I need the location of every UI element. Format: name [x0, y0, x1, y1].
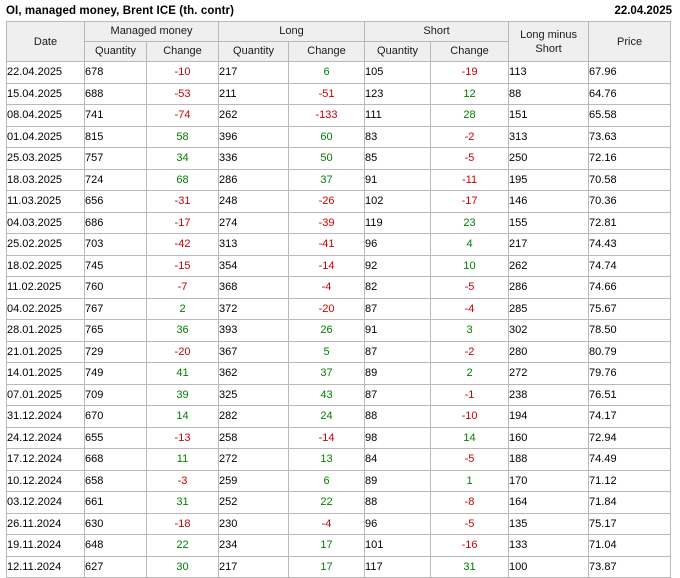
cell-long-quantity: 368 — [219, 277, 289, 299]
cell-long-change: 50 — [289, 148, 365, 170]
cell-long-minus-short: 285 — [509, 298, 589, 320]
cell-mm-quantity: 630 — [85, 513, 147, 535]
column-group-short: Short — [365, 22, 509, 42]
cell-short-change: -5 — [431, 277, 509, 299]
cell-mm-quantity: 741 — [85, 105, 147, 127]
cell-long-minus-short: 146 — [509, 191, 589, 213]
table-row — [7, 320, 671, 342]
cell-short-quantity: 92 — [365, 255, 431, 277]
cell-mm-quantity: 656 — [85, 191, 147, 213]
cell-short-quantity: 91 — [365, 320, 431, 342]
table-row — [7, 277, 671, 299]
cell-mm-quantity: 757 — [85, 148, 147, 170]
cell-mm-change: -10 — [147, 62, 219, 84]
cell-long-change: 26 — [289, 320, 365, 342]
cell-long-change: 37 — [289, 363, 365, 385]
cell-date: 03.12.2024 — [7, 492, 85, 514]
cell-short-change: -5 — [431, 449, 509, 471]
cell-date: 24.12.2024 — [7, 427, 85, 449]
cell-mm-quantity: 688 — [85, 83, 147, 105]
cell-mm-quantity: 760 — [85, 277, 147, 299]
report-date: 22.04.2025 — [614, 5, 672, 17]
cell-long-minus-short: 133 — [509, 535, 589, 557]
cell-long-change: 37 — [289, 169, 365, 191]
table-row — [7, 234, 671, 256]
table-row — [7, 212, 671, 234]
cell-short-quantity: 83 — [365, 126, 431, 148]
cell-date: 01.04.2025 — [7, 126, 85, 148]
cell-price: 72.16 — [589, 148, 671, 170]
cell-long-quantity: 282 — [219, 406, 289, 428]
cell-short-change: -4 — [431, 298, 509, 320]
cell-mm-change: -31 — [147, 191, 219, 213]
table-row — [7, 341, 671, 363]
cell-mm-quantity: 765 — [85, 320, 147, 342]
cell-short-change: 1 — [431, 470, 509, 492]
cell-short-quantity: 101 — [365, 535, 431, 557]
table-row — [7, 406, 671, 428]
cell-short-quantity: 89 — [365, 470, 431, 492]
table-row — [7, 148, 671, 170]
cell-mm-change: 11 — [147, 449, 219, 471]
cell-short-change: 4 — [431, 234, 509, 256]
page-header — [0, 0, 680, 21]
cell-short-quantity: 96 — [365, 234, 431, 256]
cell-long-change: -41 — [289, 234, 365, 256]
cell-long-quantity: 286 — [219, 169, 289, 191]
cell-long-change: 17 — [289, 556, 365, 578]
cell-short-quantity: 91 — [365, 169, 431, 191]
cell-long-minus-short: 217 — [509, 234, 589, 256]
table-row — [7, 126, 671, 148]
cell-long-minus-short: 194 — [509, 406, 589, 428]
cell-mm-change: -53 — [147, 83, 219, 105]
cell-date: 31.12.2024 — [7, 406, 85, 428]
cell-date: 12.11.2024 — [7, 556, 85, 578]
cell-price: 76.51 — [589, 384, 671, 406]
cell-long-change: -20 — [289, 298, 365, 320]
table-row — [7, 492, 671, 514]
cell-long-quantity: 354 — [219, 255, 289, 277]
cell-mm-change: 58 — [147, 126, 219, 148]
cell-long-minus-short: 113 — [509, 62, 589, 84]
cell-mm-change: 30 — [147, 556, 219, 578]
cell-short-quantity: 87 — [365, 384, 431, 406]
cell-long-minus-short: 238 — [509, 384, 589, 406]
cell-long-change: 24 — [289, 406, 365, 428]
cell-long-minus-short: 250 — [509, 148, 589, 170]
cell-mm-quantity: 655 — [85, 427, 147, 449]
table-body — [7, 62, 671, 578]
cell-short-quantity: 87 — [365, 341, 431, 363]
cell-price: 78.50 — [589, 320, 671, 342]
cell-long-change: -4 — [289, 513, 365, 535]
cell-long-quantity: 274 — [219, 212, 289, 234]
cell-long-quantity: 396 — [219, 126, 289, 148]
cell-long-quantity: 230 — [219, 513, 289, 535]
cell-long-change: -14 — [289, 255, 365, 277]
cell-long-quantity: 262 — [219, 105, 289, 127]
cell-short-quantity: 87 — [365, 298, 431, 320]
cell-long-change: 13 — [289, 449, 365, 471]
cell-short-change: -8 — [431, 492, 509, 514]
cell-mm-change: 39 — [147, 384, 219, 406]
cell-short-change: 10 — [431, 255, 509, 277]
table-row — [7, 191, 671, 213]
cell-long-quantity: 248 — [219, 191, 289, 213]
table-row — [7, 535, 671, 557]
cell-mm-quantity: 709 — [85, 384, 147, 406]
cell-short-change: -16 — [431, 535, 509, 557]
cell-long-minus-short: 151 — [509, 105, 589, 127]
cell-date: 25.02.2025 — [7, 234, 85, 256]
cell-long-minus-short: 302 — [509, 320, 589, 342]
cell-price: 74.17 — [589, 406, 671, 428]
cell-mm-change: 68 — [147, 169, 219, 191]
cell-long-quantity: 252 — [219, 492, 289, 514]
cell-short-quantity: 85 — [365, 148, 431, 170]
cell-long-change: 60 — [289, 126, 365, 148]
cell-long-change: -133 — [289, 105, 365, 127]
cell-price: 75.67 — [589, 298, 671, 320]
cell-price: 71.84 — [589, 492, 671, 514]
cell-long-change: -4 — [289, 277, 365, 299]
column-header-date: Date — [7, 22, 85, 62]
table-row — [7, 83, 671, 105]
cell-long-change: 6 — [289, 470, 365, 492]
column-group-long: Long — [219, 22, 365, 42]
table-row — [7, 384, 671, 406]
cell-mm-change: 2 — [147, 298, 219, 320]
cell-price: 64.76 — [589, 83, 671, 105]
cell-mm-quantity: 661 — [85, 492, 147, 514]
header-row-groups — [7, 22, 671, 42]
managed-money-table — [6, 21, 671, 578]
cell-mm-quantity: 815 — [85, 126, 147, 148]
column-header-price: Price — [589, 22, 671, 62]
cell-mm-change: -7 — [147, 277, 219, 299]
cell-long-quantity: 362 — [219, 363, 289, 385]
cell-long-quantity: 211 — [219, 83, 289, 105]
cell-short-quantity: 88 — [365, 492, 431, 514]
cell-mm-change: -15 — [147, 255, 219, 277]
cell-long-minus-short: 100 — [509, 556, 589, 578]
cell-mm-quantity: 627 — [85, 556, 147, 578]
cell-price: 74.66 — [589, 277, 671, 299]
cell-long-minus-short: 88 — [509, 83, 589, 105]
cell-mm-quantity: 749 — [85, 363, 147, 385]
column-header-mm-change: Change — [147, 42, 219, 62]
cell-date: 11.02.2025 — [7, 277, 85, 299]
cell-date: 21.01.2025 — [7, 341, 85, 363]
cell-date: 04.03.2025 — [7, 212, 85, 234]
table-row — [7, 449, 671, 471]
cell-price: 71.12 — [589, 470, 671, 492]
cell-short-quantity: 89 — [365, 363, 431, 385]
cell-long-quantity: 258 — [219, 427, 289, 449]
cell-long-quantity: 217 — [219, 62, 289, 84]
cell-price: 74.43 — [589, 234, 671, 256]
cell-long-change: 5 — [289, 341, 365, 363]
cell-short-change: -17 — [431, 191, 509, 213]
cell-mm-quantity: 724 — [85, 169, 147, 191]
cell-long-change: 43 — [289, 384, 365, 406]
cell-short-change: -5 — [431, 513, 509, 535]
column-header-short-quantity: Quantity — [365, 42, 431, 62]
column-header-long-minus-short: Long minus Short — [509, 22, 589, 62]
cell-long-change: -14 — [289, 427, 365, 449]
cell-short-change: 28 — [431, 105, 509, 127]
cell-short-change: -10 — [431, 406, 509, 428]
cell-short-quantity: 88 — [365, 406, 431, 428]
cell-mm-change: 36 — [147, 320, 219, 342]
cell-date: 18.02.2025 — [7, 255, 85, 277]
cell-long-quantity: 234 — [219, 535, 289, 557]
cell-long-quantity: 259 — [219, 470, 289, 492]
cell-mm-quantity: 678 — [85, 62, 147, 84]
cell-long-minus-short: 135 — [509, 513, 589, 535]
cell-short-change: 23 — [431, 212, 509, 234]
cell-mm-change: 14 — [147, 406, 219, 428]
column-group-managed-money: Managed money — [85, 22, 219, 42]
cell-date: 04.02.2025 — [7, 298, 85, 320]
cell-price: 70.58 — [589, 169, 671, 191]
cell-short-quantity: 119 — [365, 212, 431, 234]
cell-mm-change: -3 — [147, 470, 219, 492]
cell-price: 73.87 — [589, 556, 671, 578]
cell-long-change: 22 — [289, 492, 365, 514]
cell-short-quantity: 96 — [365, 513, 431, 535]
cell-long-quantity: 313 — [219, 234, 289, 256]
cell-long-minus-short: 286 — [509, 277, 589, 299]
cell-mm-quantity: 745 — [85, 255, 147, 277]
cell-long-quantity: 272 — [219, 449, 289, 471]
cell-price: 73.63 — [589, 126, 671, 148]
cell-mm-quantity: 648 — [85, 535, 147, 557]
cell-date: 14.01.2025 — [7, 363, 85, 385]
cell-long-minus-short: 164 — [509, 492, 589, 514]
cell-mm-quantity: 668 — [85, 449, 147, 471]
cell-date: 19.11.2024 — [7, 535, 85, 557]
table-header — [7, 22, 671, 62]
cell-date: 10.12.2024 — [7, 470, 85, 492]
cell-mm-change: 22 — [147, 535, 219, 557]
cell-mm-change: -74 — [147, 105, 219, 127]
cell-price: 72.81 — [589, 212, 671, 234]
cell-short-change: 31 — [431, 556, 509, 578]
cell-short-quantity: 98 — [365, 427, 431, 449]
cell-short-quantity: 102 — [365, 191, 431, 213]
cell-date: 26.11.2024 — [7, 513, 85, 535]
cell-long-minus-short: 280 — [509, 341, 589, 363]
cell-mm-change: -17 — [147, 212, 219, 234]
cell-mm-quantity: 767 — [85, 298, 147, 320]
cell-long-quantity: 372 — [219, 298, 289, 320]
cell-short-change: 2 — [431, 363, 509, 385]
cell-price: 67.96 — [589, 62, 671, 84]
column-header-long-change: Change — [289, 42, 365, 62]
cell-mm-quantity: 658 — [85, 470, 147, 492]
cell-price: 70.36 — [589, 191, 671, 213]
cell-short-change: 3 — [431, 320, 509, 342]
cell-mm-change: -18 — [147, 513, 219, 535]
cell-long-quantity: 217 — [219, 556, 289, 578]
cell-long-quantity: 393 — [219, 320, 289, 342]
cell-mm-change: 41 — [147, 363, 219, 385]
cell-short-change: -5 — [431, 148, 509, 170]
cell-mm-change: -42 — [147, 234, 219, 256]
cell-short-quantity: 111 — [365, 105, 431, 127]
cell-price: 75.17 — [589, 513, 671, 535]
cell-date: 22.04.2025 — [7, 62, 85, 84]
cell-short-change: -19 — [431, 62, 509, 84]
cell-short-quantity: 123 — [365, 83, 431, 105]
cell-price: 74.74 — [589, 255, 671, 277]
cell-mm-quantity: 729 — [85, 341, 147, 363]
table-row — [7, 556, 671, 578]
cell-short-change: -2 — [431, 126, 509, 148]
table-row — [7, 427, 671, 449]
table-row — [7, 363, 671, 385]
cell-short-change: -11 — [431, 169, 509, 191]
cell-mm-change: -20 — [147, 341, 219, 363]
column-header-long-quantity: Quantity — [219, 42, 289, 62]
cell-short-quantity: 82 — [365, 277, 431, 299]
cell-short-change: -1 — [431, 384, 509, 406]
cell-price: 72.94 — [589, 427, 671, 449]
cell-long-minus-short: 313 — [509, 126, 589, 148]
cell-date: 28.01.2025 — [7, 320, 85, 342]
cell-long-change: -26 — [289, 191, 365, 213]
cell-date: 11.03.2025 — [7, 191, 85, 213]
cell-date: 18.03.2025 — [7, 169, 85, 191]
cell-long-minus-short: 272 — [509, 363, 589, 385]
table-row — [7, 105, 671, 127]
cell-short-quantity: 84 — [365, 449, 431, 471]
cell-short-quantity: 117 — [365, 556, 431, 578]
cell-long-change: 17 — [289, 535, 365, 557]
cell-price: 71.04 — [589, 535, 671, 557]
cell-mm-quantity: 703 — [85, 234, 147, 256]
cell-long-quantity: 367 — [219, 341, 289, 363]
cell-date: 15.04.2025 — [7, 83, 85, 105]
cell-short-change: -2 — [431, 341, 509, 363]
table-row — [7, 255, 671, 277]
cell-short-change: 14 — [431, 427, 509, 449]
cell-mm-change: -13 — [147, 427, 219, 449]
cell-long-minus-short: 155 — [509, 212, 589, 234]
column-header-mm-quantity: Quantity — [85, 42, 147, 62]
cell-long-change: 6 — [289, 62, 365, 84]
cell-mm-change: 31 — [147, 492, 219, 514]
table-row — [7, 62, 671, 84]
cell-price: 65.58 — [589, 105, 671, 127]
cell-price: 79.76 — [589, 363, 671, 385]
cell-mm-quantity: 686 — [85, 212, 147, 234]
cell-date: 25.03.2025 — [7, 148, 85, 170]
cell-long-minus-short: 262 — [509, 255, 589, 277]
column-header-short-change: Change — [431, 42, 509, 62]
table-row — [7, 169, 671, 191]
table-row — [7, 513, 671, 535]
cell-long-change: -51 — [289, 83, 365, 105]
cell-long-minus-short: 195 — [509, 169, 589, 191]
cell-date: 07.01.2025 — [7, 384, 85, 406]
table-row — [7, 470, 671, 492]
cell-mm-quantity: 670 — [85, 406, 147, 428]
cell-long-quantity: 325 — [219, 384, 289, 406]
cell-date: 08.04.2025 — [7, 105, 85, 127]
cell-long-quantity: 336 — [219, 148, 289, 170]
cell-short-quantity: 105 — [365, 62, 431, 84]
cell-mm-change: 34 — [147, 148, 219, 170]
page-title: OI, managed money, Brent ICE (th. contr) — [6, 5, 235, 17]
cell-long-change: -39 — [289, 212, 365, 234]
cell-long-minus-short: 160 — [509, 427, 589, 449]
cell-long-minus-short: 170 — [509, 470, 589, 492]
cell-date: 17.12.2024 — [7, 449, 85, 471]
cell-price: 80.79 — [589, 341, 671, 363]
cell-price: 74.49 — [589, 449, 671, 471]
table-row — [7, 298, 671, 320]
cell-long-minus-short: 188 — [509, 449, 589, 471]
cell-short-change: 12 — [431, 83, 509, 105]
